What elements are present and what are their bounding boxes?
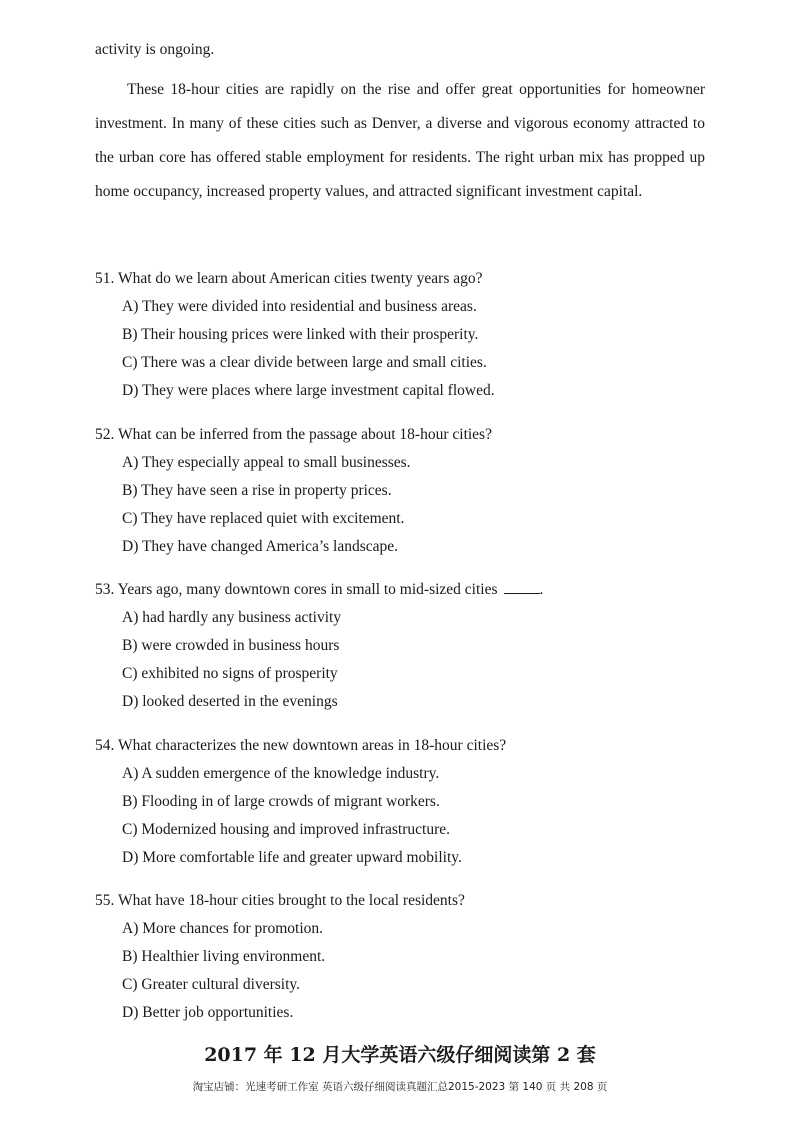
option-c: C) They have replaced quiet with excitement. [122,510,405,527]
passage-paragraph-text: These 18-hour cities are rapidly on the rise and offer great opportunities for homeowner investment. In many of these cities such as Denver, a diverse and vigorous economy attracted to the urban core has offered stable employment for residents. The right urban mix has propped up home occupancy, increased property values, and attracted significant investment capital. [95,81,705,200]
option-d: D) More comfortable life and greater upward mobility. [122,849,462,866]
question-stem-end: . [539,581,544,598]
passage-paragraph [95,73,705,209]
option-a: A) They were divided into residential and business areas. [122,298,477,315]
option-c: C) There was a clear divide between large and small cities. [122,354,487,371]
answer-blank [504,593,540,594]
option-a: A) A sudden emergence of the knowledge industry. [122,765,440,782]
option-b: B) Flooding in of large crowds of migrant workers. [122,793,440,810]
question-55 [95,891,715,1023]
option-d: D) Better job opportunities. [122,1004,294,1021]
option-d: D) They have changed America’s landscape. [122,538,399,555]
question-53 [95,580,715,712]
option-d: D) They were places where large investment capital flowed. [122,382,495,399]
question-stem-text: 53. Years ago, many downtown cores in small to mid-sized cities [95,581,498,598]
option-c: C) Modernized housing and improved infrastructure. [122,821,450,838]
question-stem: 55. What have 18-hour cities brought to the local residents? [95,892,465,909]
page-footer: 淘宝店铺：光速考研工作室 英语六级仔细阅读真题汇总2015-2023 第 140 页 共 208 页 [192,1081,608,1093]
option-a: A) They especially appeal to small businesses. [122,454,411,471]
question-stem: 52. What can be inferred from the passage about 18-hour cities? [95,426,492,443]
question-stem [95,580,715,600]
question-stem: 54. What characterizes the new downtown areas in 18-hour cities? [95,737,507,754]
question-stem: 51. What do we learn about American cities twenty years ago? [95,270,483,287]
option-a: A) had hardly any business activity [122,609,342,626]
option-b: B) Healthier living environment. [122,948,326,965]
section-title: 2017 年 12 月大学英语六级仔细阅读第 2 套 [204,1044,596,1066]
passage-carryover-line: activity is ongoing. [95,41,215,58]
question-54 [95,736,715,868]
question-52 [95,425,715,557]
option-b: B) were crowded in business hours [122,637,340,654]
option-c: C) Greater cultural diversity. [122,976,301,993]
question-51 [95,269,715,401]
option-b: B) Their housing prices were linked with their prosperity. [122,326,479,343]
option-c: C) exhibited no signs of prosperity [122,665,338,682]
option-a: A) More chances for promotion. [122,920,324,937]
option-d: D) looked deserted in the evenings [122,693,338,710]
option-b: B) They have seen a rise in property prices. [122,482,392,499]
